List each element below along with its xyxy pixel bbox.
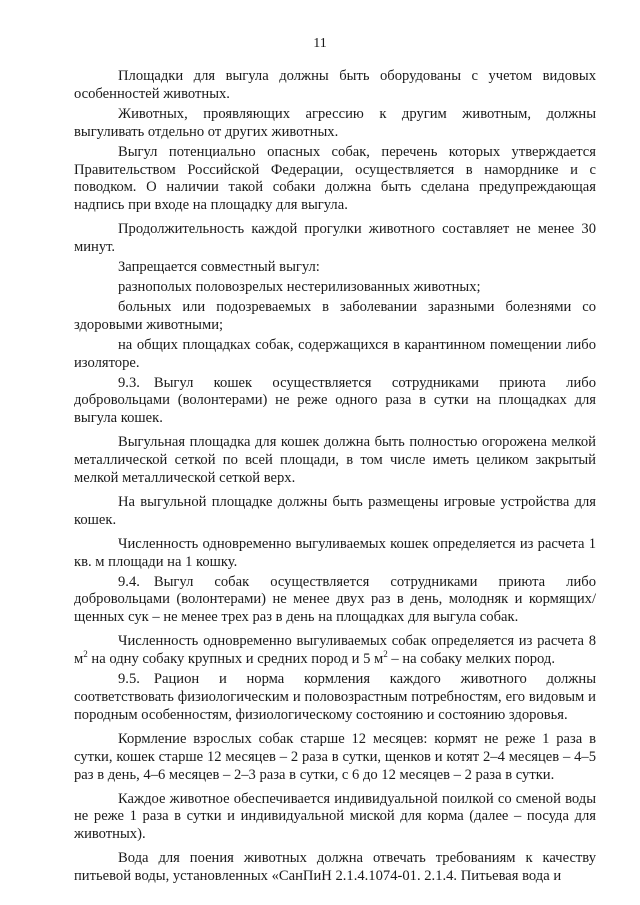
paragraph bbox=[74, 671, 596, 725]
paragraph: Выгульная площадка для кошек должна быть полностью огорожена мелкой металлической сеткой по всей площади, в том числе иметь целиком закрытый мелкой металлической сеткой верх. bbox=[74, 434, 596, 487]
section-number: 9.3. bbox=[118, 374, 140, 391]
list-item: разнополых половозрелых нестерилизованных животных; bbox=[118, 278, 481, 295]
paragraph: Выгул потенциально опасных собак, перечень которых утверждается Правительством Российской Федерации, осуществляется в наморднике и с поводком. О наличии такой собаки должна быть сделана предупреждающая надпись при входе на площадку для выгула. bbox=[74, 143, 596, 214]
superscript: 2 bbox=[83, 649, 88, 660]
paragraph: Кормление взрослых собак старше 12 месяцев: кормят не реже 1 раза в сутки, кошек старше 12 месяцев – 2 раза в сутки, щенков и котят 2–4 месяцев – 4–5 раз в день, 4–6 месяцев – 2–3 раза в сутки, с 6 до 12 месяцев – 2 раза в сутки. bbox=[74, 730, 596, 783]
paragraph: Вода для поения животных должна отвечать требованиям к качеству питьевой воды, установленных «СанПиН 2.1.4.1074-01. 2.1.4. Питьевая вода и bbox=[74, 850, 596, 885]
section-text: Рацион и норма кормления каждого животного должны соответствовать физиологическим и половозрастным потребностям, его видовым и породным особенностям, физиологическому состоянию и состоянию здоровья. bbox=[74, 671, 596, 723]
section-text: Выгул собак осуществляется сотрудниками приюта либо добровольцами (волонтерами) не менее двух раз в день, молодняк и кормящих/щенных сук – не менее трех раз в день на площадках для выгула собак. bbox=[74, 573, 596, 626]
document-body bbox=[74, 68, 596, 888]
page-number: 11 bbox=[313, 36, 327, 51]
section-number: 9.5. bbox=[118, 671, 140, 688]
paragraph: Животных, проявляющих агрессию к другим животным, должны выгуливать отдельно от других животных. bbox=[74, 105, 596, 140]
text-fragment: – на собаку мелких пород. bbox=[387, 651, 555, 668]
section-number: 9.4. bbox=[118, 573, 140, 590]
paragraph: Запрещается совместный выгул: bbox=[118, 259, 320, 276]
paragraph bbox=[74, 633, 596, 669]
paragraph bbox=[74, 574, 596, 628]
paragraph bbox=[74, 375, 596, 429]
paragraph: Каждое животное обеспечивается индивидуальной поилкой со сменой воды не реже 1 раза в сутки и индивидуальной миской для корма (далее – посуда для животных). bbox=[74, 790, 596, 843]
paragraph: Численность одновременно выгуливаемых кошек определяется из расчета 1 кв. м площади на 1 кошку. bbox=[74, 535, 596, 570]
paragraph: На выгульной площадке должны быть размещены игровые устройства для кошек. bbox=[74, 493, 596, 528]
list-item: больных или подозреваемых в заболевании заразными болезнями со здоровыми животными; bbox=[74, 298, 596, 333]
paragraph: Площадки для выгула должны быть оборудованы с учетом видовых особенностей животных. bbox=[74, 68, 596, 102]
text-fragment: на одну собаку крупных и средних пород и 5 м bbox=[87, 651, 384, 668]
text-fragment: Численность одновременно выгуливаемых собак определяется из расчета 8 м bbox=[74, 633, 596, 668]
superscript: 2 bbox=[383, 649, 388, 660]
section-text: Выгул кошек осуществляется сотрудниками приюта либо добровольцами (волонтерами) не реже одного раза в сутки на площадках для выгула кошек. bbox=[74, 374, 596, 427]
paragraph: Продолжительность каждой прогулки животного составляет не менее 30 минут. bbox=[74, 221, 596, 256]
list-item: на общих площадках собак, содержащихся в карантинном помещении либо изоляторе. bbox=[74, 336, 596, 371]
